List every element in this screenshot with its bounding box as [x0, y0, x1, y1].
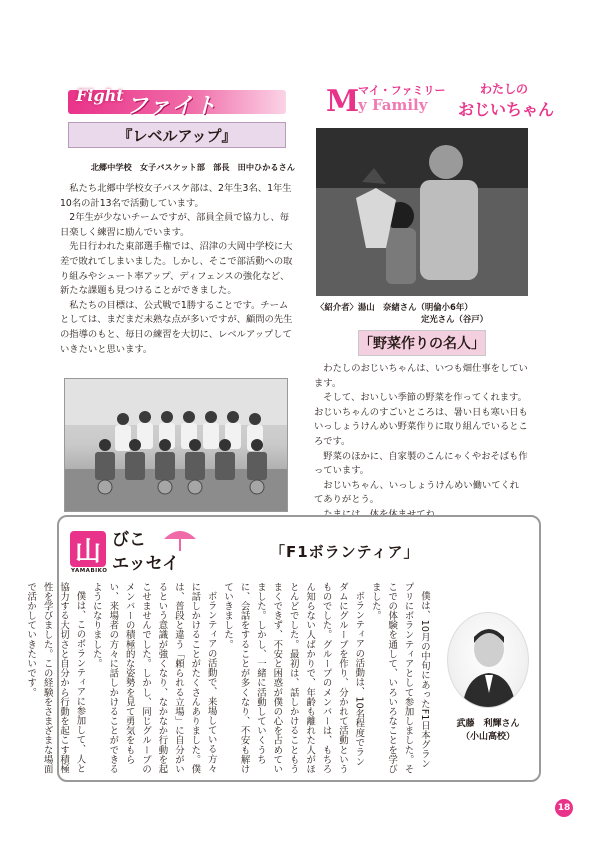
- author-info: [440, 718, 536, 744]
- essay-logo-mark: 山: [70, 531, 106, 567]
- fight-title: 『レベルアップ』: [68, 122, 286, 148]
- family-caption: [300, 301, 540, 325]
- essay-paragraph: 僕は、このボランティアに参加して、人と協力する大切さと自分から行動を起こす積極性を学びました。この経験をさまざまな場面で活かしていきたいです。: [25, 582, 86, 774]
- umbrella-icon: [160, 525, 200, 555]
- family-paragraph: そして、おいしい季節の野菜を作ってくれます。おじいちゃんのすごいところは、暑い日も寒い日もいっしょうけんめい野菜作りに取り組んでいるところです。: [314, 392, 528, 447]
- family-header-sub2: おじいちゃん: [458, 100, 555, 119]
- team-photo: [64, 378, 288, 512]
- family-photo-illustration: [316, 128, 528, 296]
- family-paragraph: 野菜のほかに、自家製のこんにゃくやおそばも作っています。: [314, 450, 528, 477]
- family-caption-line2: 定光さん（谷戸）: [421, 314, 488, 324]
- family-header-en: y Family: [358, 96, 428, 114]
- family-paragraph: おじいちゃん、いっしょうけんめい働いてくれてありがとう。: [314, 479, 520, 506]
- team-photo-illustration: [65, 379, 288, 512]
- family-paragraph: わたしのおじいちゃんは、いつも畑仕事をしています。: [314, 363, 528, 389]
- essay-logo-row2: エッセイ: [112, 554, 180, 574]
- essay-body: [25, 582, 432, 774]
- fight-paragraph: 2年生が少ないチームですが、部員全員で協力し、毎日楽しく練習に励んでいます。: [60, 212, 290, 238]
- essay-paragraph: ボランティアの活動で、来場している方々に話しかけることがたくさんありました。僕は、普段と違う「頼られる立場」に自分がいるという意識が強くなり、なかなか行動を起こせませんでした。しかし、同じグループのメンバーの積極的な姿勢を見て勇気をもらい、来場者の方々に話しかけることができるようになりました。: [90, 582, 217, 774]
- fight-header: [68, 84, 286, 118]
- essay-title: 「F1ボランティア」: [270, 543, 420, 561]
- author-portrait-illustration: [448, 613, 529, 708]
- fight-header-en: Fight: [76, 86, 124, 105]
- fight-byline: 北郷中学校 女子バスケット部 部長 田中ひかるさん: [90, 162, 295, 172]
- author-name: 武藤 利輝さん: [456, 719, 520, 729]
- family-body: [314, 362, 528, 523]
- family-header-sub1: わたしの: [480, 82, 529, 96]
- fight-paragraph: 先日行われた東部選手権では、沼津の大岡中学校に大差で敗れてしまいました。しかし、そこで部活動への取り組みやシュート率アップ、ディフェンスの強化など、新たな課題も見つけることができました。: [60, 241, 293, 297]
- author-portrait: [447, 612, 529, 708]
- family-header-m: M: [326, 84, 360, 119]
- family-photo: [316, 128, 528, 296]
- author-school: （小山高校）: [460, 732, 515, 742]
- essay-logo: [70, 525, 200, 581]
- family-title: 「野菜作りの名人」: [358, 330, 486, 356]
- family-header: [304, 78, 554, 120]
- fight-header-jp: ファイト: [126, 94, 218, 119]
- family-caption-line1: 〈紹介者〉湯山 奈緒さん（明倫小6年）: [316, 302, 473, 312]
- essay-paragraph: 僕は、10月の中旬にあったF1日本グランプリにボランティアとして参加しました。そこでの体験を通して、いろいろなことを学びました。: [369, 582, 430, 774]
- fight-paragraph: 私たちの目標は、公式戦で1勝することです。チームとしては、まだまだ未熟な点が多いですが、顧問の先生の指導のもと、毎日の練習を大切に、レベルアップしていきたいと思います。: [60, 299, 293, 355]
- page-number: 18: [555, 799, 573, 817]
- essay-logo-row1: びこ: [112, 530, 146, 550]
- fight-body: [60, 182, 294, 357]
- essay-paragraph: ボランティアの活動は、10名程度でランダムにグループを作り、分かれて活動というものでした。グループのメンバーは、もちろん知らない人ばかりで、年齢も離れた人がほとんどでした。最初は、話しかけることもうまくできず、不安と困惑が僕の心を占めていました。しかし、一緒に活動していくうちに、会話をすることが多くなり、不安も解けていきました。: [222, 582, 365, 774]
- family-header-jp: マイ・ファミリー: [358, 84, 446, 97]
- fight-paragraph: 私たち北郷中学校女子バスケ部は、2年生3名、1年生10名の計13名で活動しています。: [60, 183, 292, 209]
- essay-logo-caption: YAMABIKO: [71, 568, 108, 574]
